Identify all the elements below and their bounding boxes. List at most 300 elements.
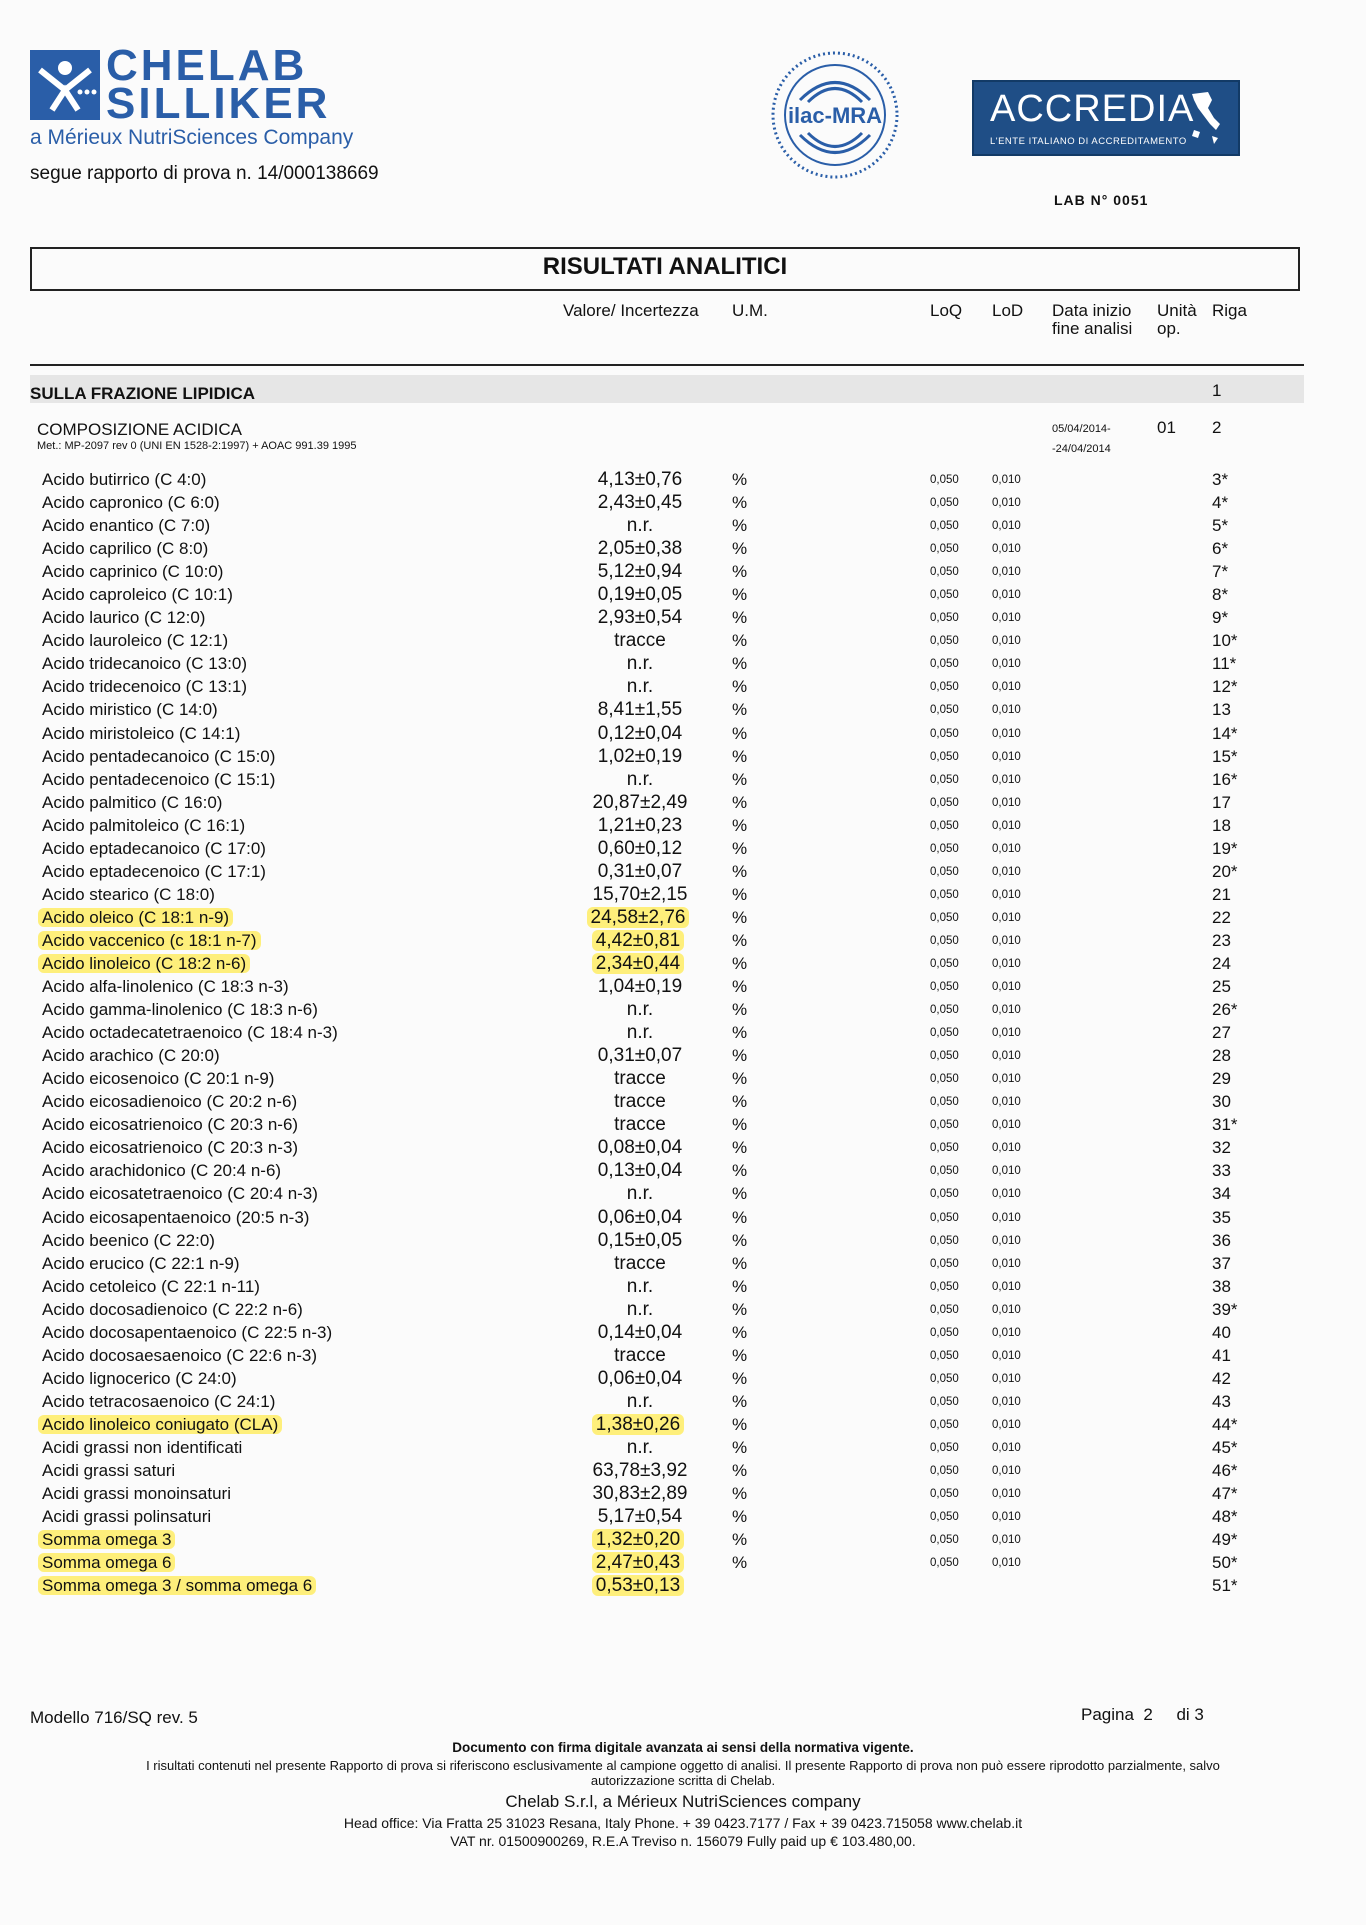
unit-of-measure: % [732, 769, 748, 789]
acid-value: 0,14±0,04 [597, 1321, 683, 1343]
acid-name: Acido lignocerico (C 24:0) [42, 1368, 237, 1388]
loq-value: 0,050 [930, 1326, 959, 1339]
loq-value: 0,050 [930, 934, 959, 947]
row-number: 8* [1212, 585, 1229, 605]
loq-value: 0,050 [930, 1073, 959, 1086]
head-office: Head office: Via Fratta 25 31023 Resana, Italy Phone. + 39 0423.7177 / Fax + 39 0423.715058 www.chelab.it [343, 1815, 1023, 1831]
table-row [0, 975, 1366, 998]
row-number: 39* [1212, 1299, 1238, 1319]
unit-of-measure: % [732, 1207, 748, 1227]
unit-of-measure: % [732, 1230, 748, 1250]
acid-value: 63,78±3,92 [592, 1460, 688, 1482]
lod-value: 0,010 [992, 796, 1021, 809]
row-number: 50* [1212, 1553, 1238, 1573]
unit-of-measure: % [732, 861, 748, 881]
lod-value: 0,010 [992, 1188, 1021, 1201]
loq-value: 0,050 [930, 1142, 959, 1155]
person-icon [30, 50, 100, 120]
acid-value: 2,93±0,54 [597, 607, 683, 629]
highlight-marker: Somma omega 3 / somma omega 6 [38, 1576, 316, 1595]
unit-of-measure: % [732, 1184, 748, 1204]
loq-value: 0,050 [930, 865, 959, 878]
loq-value: 0,050 [930, 796, 959, 809]
acid-name: Acido erucico (C 22:1 n-9) [42, 1253, 240, 1273]
row-number: 3* [1212, 470, 1229, 489]
loq-value: 0,050 [930, 957, 959, 970]
acid-name: Acido miristico (C 14:0) [42, 700, 218, 720]
chelab-logo-mark [30, 50, 100, 120]
lod-value: 0,010 [992, 934, 1021, 947]
table-row [0, 1551, 1366, 1574]
lod-value: 0,010 [992, 981, 1021, 994]
table-row [0, 1413, 1366, 1436]
acid-name: Acido eicosenoico (C 20:1 n-9) [42, 1069, 275, 1089]
table-row [0, 998, 1366, 1021]
loq-value: 0,050 [930, 1465, 959, 1478]
lod-value: 0,010 [992, 1234, 1021, 1247]
table-row [0, 929, 1366, 952]
lod-value: 0,010 [992, 888, 1021, 901]
acid-value: 2,05±0,38 [597, 538, 683, 560]
loq-value: 0,050 [930, 842, 959, 855]
unit-of-measure: % [732, 1345, 748, 1365]
accredia-logo [972, 80, 1240, 156]
row-number: 28 [1212, 1046, 1231, 1066]
acid-value [540, 1575, 740, 1597]
table-row [0, 1344, 1366, 1367]
row-number: 29 [1212, 1069, 1231, 1089]
acid-value [540, 1529, 740, 1551]
lod-value: 0,010 [992, 1441, 1021, 1454]
unit-of-measure: % [732, 1530, 748, 1550]
acid-value: n.r. [626, 653, 654, 675]
unit-of-measure: % [732, 631, 748, 651]
unit-of-measure: % [732, 907, 748, 927]
row-number: 24 [1212, 953, 1231, 973]
acid-name: Acido tridecenoico (C 13:1) [42, 677, 248, 697]
lod-value: 0,010 [992, 681, 1021, 694]
table-row [0, 722, 1366, 745]
loq-value: 0,050 [930, 911, 959, 924]
lod-value: 0,010 [992, 1004, 1021, 1017]
acid-value: n.r. [626, 1298, 654, 1320]
loq-value: 0,050 [930, 704, 959, 717]
lod-value: 0,010 [992, 474, 1021, 486]
loq-value: 0,050 [930, 520, 959, 533]
acid-value: n.r. [626, 1022, 654, 1044]
table-row [0, 675, 1366, 698]
loq-value: 0,050 [930, 819, 959, 832]
row-number: 32 [1212, 1138, 1231, 1158]
unit-of-measure: % [732, 1161, 748, 1181]
table-row [0, 1275, 1366, 1298]
highlight-marker: Acido vaccenico (c 18:1 n-7) [38, 931, 261, 950]
lod-value: 0,010 [992, 750, 1021, 763]
acid-name: Acidi grassi polinsaturi [42, 1507, 212, 1527]
highlight-marker: Acido oleico (C 18:1 n-9) [38, 908, 233, 927]
unit-of-measure: % [732, 1461, 748, 1481]
column-header-date-line1: Data inizio [1052, 301, 1132, 320]
acid-name: Acido eptadecanoico (C 17:0) [42, 838, 266, 858]
acid-name: Acido caprilico (C 8:0) [42, 539, 209, 559]
acid-value: 5,17±0,54 [597, 1506, 683, 1528]
unit-of-measure: % [732, 1391, 748, 1411]
lod-value: 0,010 [992, 911, 1021, 924]
column-header-date [1052, 302, 1132, 338]
highlight-marker: 4,42±0,81 [592, 930, 684, 951]
acid-name: Acido tetracosaenoico (C 24:1) [42, 1391, 276, 1411]
section-title: SULLA FRAZIONE LIPIDICA [30, 384, 256, 403]
loq-value: 0,050 [930, 1050, 959, 1063]
acid-value: tracce [614, 1252, 666, 1274]
lod-value: 0,010 [992, 1073, 1021, 1086]
loq-value: 0,050 [930, 773, 959, 786]
acid-name: Acido eptadecenoico (C 17:1) [42, 861, 266, 881]
acid-value: n.r. [626, 768, 654, 790]
unit-of-measure: % [732, 930, 748, 950]
acid-value: 1,04±0,19 [597, 976, 683, 998]
column-header-unit [1157, 302, 1197, 338]
unit-of-measure: % [732, 1299, 748, 1319]
row-number: 42 [1212, 1368, 1231, 1388]
loq-value: 0,050 [930, 1257, 959, 1270]
loq-value: 0,050 [930, 1027, 959, 1040]
unit-of-measure: % [732, 539, 748, 559]
row-number: 45* [1212, 1437, 1238, 1457]
loq-value: 0,050 [930, 1441, 959, 1454]
row-number: 36 [1212, 1230, 1231, 1250]
row-number: 31* [1212, 1115, 1238, 1135]
highlight-marker: 2,47±0,43 [592, 1552, 684, 1573]
acid-name: Acido stearico (C 18:0) [42, 884, 215, 904]
company-name: Chelab S.r.l, a Mérieux NutriSciences company [505, 1792, 861, 1811]
lod-value: 0,010 [992, 612, 1021, 625]
table-row [0, 814, 1366, 837]
report-reference: segue rapporto di prova n. 14/000138669 [30, 163, 379, 184]
loq-value: 0,050 [930, 497, 959, 510]
logo-line-silliker: SILLIKER [106, 79, 331, 128]
table-row [0, 1044, 1366, 1067]
table-row [0, 906, 1366, 929]
acid-value: 0,06±0,04 [597, 1367, 683, 1389]
lod-value: 0,010 [992, 1050, 1021, 1063]
lod-value: 0,010 [992, 865, 1021, 878]
row-number: 27 [1212, 1023, 1231, 1043]
acid-name: Acido docosadienoico (C 22:2 n-6) [42, 1299, 303, 1319]
row-number: 46* [1212, 1461, 1238, 1481]
lod-value: 0,010 [992, 1465, 1021, 1478]
unit-of-measure: % [732, 977, 748, 997]
highlight-marker: 1,38±0,26 [592, 1414, 684, 1435]
table-row [0, 629, 1366, 652]
acid-name: Acido miristoleico (C 14:1) [42, 723, 241, 743]
unit-of-measure: % [732, 1484, 748, 1504]
acid-name: Acido eicosapentaenoico (20:5 n-3) [42, 1207, 310, 1227]
acid-value: 15,70±2,15 [592, 883, 688, 905]
column-header-lod: LoD [992, 301, 1024, 320]
acid-value: 0,31±0,07 [597, 1045, 683, 1067]
row-number: 43 [1212, 1391, 1231, 1411]
loq-value: 0,050 [930, 1096, 959, 1109]
row-number: 26* [1212, 1000, 1238, 1020]
table-row [0, 1367, 1366, 1390]
column-header-value: Valore/ Incertezza [563, 301, 699, 320]
acid-value [540, 953, 740, 975]
unit-of-measure: % [732, 1046, 748, 1066]
table-row [0, 1321, 1366, 1344]
table-row [0, 583, 1366, 606]
acid-name: Acido butirrico (C 4:0) [42, 470, 207, 489]
acid-name: Acido laurico (C 12:0) [42, 608, 206, 628]
unit-of-measure: % [732, 953, 748, 973]
lod-value: 0,010 [992, 1211, 1021, 1224]
loq-value: 0,050 [930, 1211, 959, 1224]
acid-value: n.r. [626, 1275, 654, 1297]
acid-value: tracce [614, 1068, 666, 1090]
row-number: 25 [1212, 977, 1231, 997]
unit-of-measure: % [732, 1069, 748, 1089]
acid-value: n.r. [626, 1390, 654, 1412]
unit-of-measure: % [732, 1437, 748, 1457]
ilac-mra-seal [770, 50, 900, 180]
acid-value [540, 930, 740, 952]
acid-value: 4,13±0,76 [597, 469, 683, 490]
row-number: 14* [1212, 723, 1238, 743]
ilac-text: ilac-MRA [787, 103, 883, 128]
acid-name: Acido eicosatrienoico (C 20:3 n-3) [42, 1138, 299, 1158]
loq-value: 0,050 [930, 1165, 959, 1178]
acid-name: Acido eicosatetraenoico (C 20:4 n-3) [42, 1184, 318, 1204]
row-number: 35 [1212, 1207, 1231, 1227]
lod-value: 0,010 [992, 1418, 1021, 1431]
acid-value: 20,87±2,49 [592, 791, 688, 813]
vat-info: VAT nr. 01500900269, R.E.A Treviso n. 156079 Fully paid up € 103.480,00. [450, 1833, 916, 1849]
acid-name: Acido tridecanoico (C 13:0) [42, 654, 248, 674]
row-number: 13 [1212, 700, 1231, 720]
column-header-loq: LoQ [930, 301, 963, 320]
acid-value: 8,41±1,55 [597, 699, 683, 721]
acid-name: Acido caproleico (C 10:1) [42, 585, 233, 605]
table-row [0, 1436, 1366, 1459]
loq-value: 0,050 [930, 658, 959, 671]
row-number: 47* [1212, 1484, 1238, 1504]
acid-name [42, 1415, 282, 1435]
unit-of-measure: % [732, 815, 748, 835]
unit-of-measure: % [732, 1253, 748, 1273]
lod-value: 0,010 [992, 1372, 1021, 1385]
row-number: 51* [1212, 1576, 1238, 1596]
unit-of-measure: % [732, 1000, 748, 1020]
table-row [0, 1252, 1366, 1275]
column-header-riga: Riga [1212, 301, 1247, 320]
lod-value: 0,010 [992, 1326, 1021, 1339]
table-row [0, 468, 1366, 491]
highlight-marker: Somma omega 3 [38, 1530, 175, 1549]
lod-value: 0,010 [992, 704, 1021, 717]
table-row [0, 1298, 1366, 1321]
row-number: 10* [1212, 631, 1238, 651]
acid-value: 0,13±0,04 [597, 1160, 683, 1182]
lod-value: 0,010 [992, 1349, 1021, 1362]
highlight-marker: Somma omega 6 [38, 1553, 175, 1572]
unit-of-measure: % [732, 746, 748, 766]
row-number: 21 [1212, 884, 1231, 904]
acid-value: 1,21±0,23 [597, 814, 683, 836]
acid-value [540, 1552, 740, 1574]
column-header-unit-line1: Unità [1157, 301, 1197, 320]
table-row [0, 1482, 1366, 1505]
disclaimer-text: I risultati contenuti nel presente Rapporto di prova si riferiscono esclusivamente al campione oggetto di analisi. Il presente Rapporto di prova non può essere riprodotto parzialmente, salvo autorizzazione scritta di Chelab. [146, 1758, 1220, 1788]
acid-name: Acidi grassi saturi [42, 1461, 176, 1481]
unit-of-measure: % [732, 1322, 748, 1342]
acid-value: n.r. [626, 676, 654, 698]
lod-value: 0,010 [992, 635, 1021, 648]
lod-value: 0,010 [992, 1557, 1021, 1570]
loq-value: 0,050 [930, 1119, 959, 1132]
acid-name: Acido docosapentaenoico (C 22:5 n-3) [42, 1322, 333, 1342]
acid-name: Acido capronico (C 6:0) [42, 493, 220, 513]
acid-name: Acido alfa-linolenico (C 18:3 n-3) [42, 977, 289, 997]
row-number: 5* [1212, 516, 1229, 536]
table-row [0, 860, 1366, 883]
lod-value: 0,010 [992, 1488, 1021, 1501]
acid-name: Acidi grassi non identificati [42, 1437, 243, 1457]
row-number: 23 [1212, 930, 1231, 950]
acid-name: Acido lauroleico (C 12:1) [42, 631, 229, 651]
unit-of-measure: % [732, 1507, 748, 1527]
acid-value: 0,31±0,07 [597, 860, 683, 882]
model-number: Modello 716/SQ rev. 5 [30, 1708, 198, 1727]
row-number: 33 [1212, 1161, 1231, 1181]
lod-value: 0,010 [992, 1096, 1021, 1109]
unit-of-measure: % [732, 1092, 748, 1112]
row-number: 37 [1212, 1253, 1231, 1273]
composition-method: Met.: MP-2097 rev 0 (UNI EN 1528-2:1997) + AOAC 991.39 1995 [37, 440, 357, 452]
unit-of-measure: % [732, 1414, 748, 1434]
acid-value: 0,06±0,04 [597, 1206, 683, 1228]
table-row [0, 1136, 1366, 1159]
unit-of-measure: % [732, 608, 748, 628]
lod-value: 0,010 [992, 1395, 1021, 1408]
lod-value: 0,010 [992, 727, 1021, 740]
highlight-marker: 0,53±0,13 [592, 1575, 684, 1596]
row-number: 44* [1212, 1414, 1238, 1434]
loq-value: 0,050 [930, 1234, 959, 1247]
unit-of-measure: % [732, 654, 748, 674]
acid-name: Acido eicosadienoico (C 20:2 n-6) [42, 1092, 298, 1112]
row-number: 41 [1212, 1345, 1231, 1365]
table-row [0, 1021, 1366, 1044]
loq-value: 0,050 [930, 1418, 959, 1431]
row-number: 17 [1212, 792, 1231, 812]
unit-of-measure: % [732, 723, 748, 743]
row-number: 40 [1212, 1322, 1231, 1342]
disclaimer [0, 1758, 1366, 1788]
loq-value: 0,050 [930, 1004, 959, 1017]
loq-value: 0,050 [930, 566, 959, 579]
loq-value: 0,050 [930, 1372, 959, 1385]
acid-name: Acido docosaesaenoico (C 22:6 n-3) [42, 1345, 317, 1365]
loq-value: 0,050 [930, 727, 959, 740]
lab-number: LAB N° 0051 [1054, 192, 1149, 208]
loq-value: 0,050 [930, 1534, 959, 1547]
table-row [0, 514, 1366, 537]
composition-title: COMPOSIZIONE ACIDICA [37, 420, 242, 439]
table-row [0, 1390, 1366, 1413]
table-row [0, 1113, 1366, 1136]
lod-value: 0,010 [992, 1280, 1021, 1293]
table-row [0, 883, 1366, 906]
lod-value: 0,010 [992, 543, 1021, 556]
acid-name: Acido palmitoleico (C 16:1) [42, 815, 246, 835]
lod-value: 0,010 [992, 1534, 1021, 1547]
page-title: RISULTATI ANALITICI [30, 247, 1300, 291]
acid-value: tracce [614, 1114, 666, 1136]
loq-value: 0,050 [930, 1303, 959, 1316]
signature-note: Documento con firma digitale avanzata ai sensi della normativa vigente. [452, 1740, 914, 1755]
unit-of-measure: % [732, 1115, 748, 1135]
unit-of-measure: % [732, 1276, 748, 1296]
unit-of-measure: % [732, 562, 748, 582]
row-number: 4* [1212, 493, 1229, 513]
lod-value: 0,010 [992, 1119, 1021, 1132]
highlight-marker: Acido linoleico (C 18:2 n-6) [38, 954, 250, 973]
acid-name: Acido arachidonico (C 20:4 n-6) [42, 1161, 282, 1181]
accredia-title: ACCREDIA [990, 88, 1195, 130]
row-number: 6* [1212, 539, 1229, 559]
unit-of-measure: % [732, 1023, 748, 1043]
acid-name [42, 931, 261, 951]
page-number: Pagina 2 di 3 [1081, 1705, 1204, 1724]
lod-value: 0,010 [992, 1165, 1021, 1178]
lod-value: 0,010 [992, 773, 1021, 786]
row-number: 34 [1212, 1184, 1231, 1204]
acid-value: 0,12±0,04 [597, 722, 683, 744]
acid-value [540, 907, 740, 929]
table-row [0, 791, 1366, 814]
logo-subtitle: a Mérieux NutriSciences Company [30, 126, 354, 149]
table-row [0, 952, 1366, 975]
acid-name: Acido caprinico (C 10:0) [42, 562, 224, 582]
loq-value: 0,050 [930, 543, 959, 556]
lod-value: 0,010 [992, 589, 1021, 602]
row-number: 7* [1212, 562, 1229, 582]
lod-value: 0,010 [992, 957, 1021, 970]
acid-value: 1,02±0,19 [597, 745, 683, 767]
column-header-unit-line2: op. [1157, 319, 1181, 338]
table-row [0, 1505, 1366, 1528]
lod-value: 0,010 [992, 658, 1021, 671]
lod-value: 0,010 [992, 819, 1021, 832]
row-number: 15* [1212, 746, 1238, 766]
acid-name [42, 908, 233, 928]
table-row [0, 606, 1366, 629]
composition-riga: 2 [1212, 418, 1222, 437]
lod-value: 0,010 [992, 1303, 1021, 1316]
acid-value: n.r. [626, 1436, 654, 1458]
acid-name [42, 1576, 316, 1596]
loq-value: 0,050 [930, 1188, 959, 1201]
highlight-marker: 2,34±0,44 [592, 953, 684, 974]
row-number: 30 [1212, 1092, 1231, 1112]
highlight-marker: 24,58±2,76 [587, 907, 690, 928]
lod-value: 0,010 [992, 842, 1021, 855]
loq-value: 0,050 [930, 1395, 959, 1408]
unit-of-measure: % [732, 585, 748, 605]
table-row [0, 1067, 1366, 1090]
acid-name: Acido palmitico (C 16:0) [42, 792, 223, 812]
acid-value: 2,43±0,45 [597, 492, 683, 514]
